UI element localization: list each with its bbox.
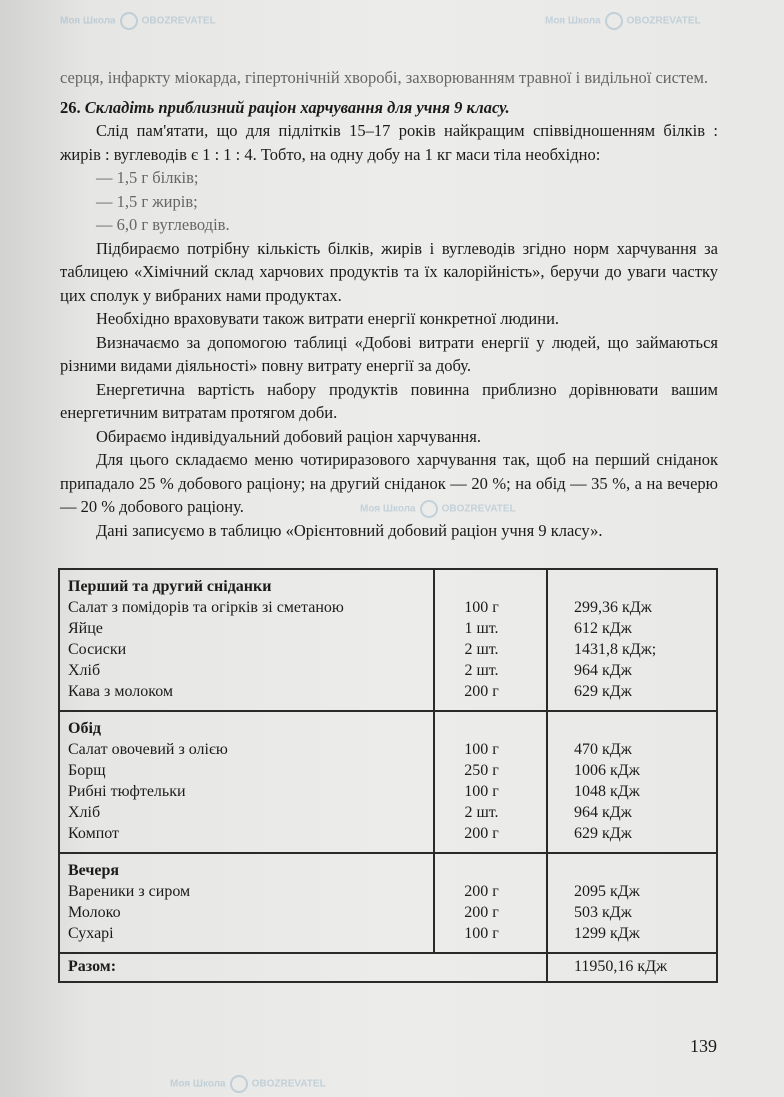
paragraph: Обираємо індивідуальний добовий раціон харчування. bbox=[96, 426, 481, 446]
item-name: Яйце bbox=[68, 620, 103, 637]
item-name: Рибні тюфтельки bbox=[68, 783, 186, 800]
item-cell bbox=[59, 853, 434, 953]
paragraph: Слід пам'ятати, що для підлітків 15–17 років найкращим співвідношенням білків : жирів : вуглеводів є 1 : 1 : 4. Тобто, на одну добу на 1 кг маси тіла необхідно: bbox=[60, 121, 718, 164]
watermark-logo-icon bbox=[120, 12, 138, 30]
item-quantity: 100 г bbox=[464, 783, 499, 800]
item-energy: 503 кДж bbox=[574, 904, 632, 921]
watermark: Моя Школа OBOZREVATEL bbox=[170, 1075, 326, 1093]
item-energy: 470 кДж bbox=[574, 741, 632, 758]
page-number: 139 bbox=[690, 1036, 717, 1056]
paragraph: Дані записуємо в таблицю «Орієнтовний добовий раціон учня 9 класу». bbox=[96, 520, 603, 540]
item-energy: 1299 кДж bbox=[574, 925, 640, 942]
item-name: Салат з помідорів та огірків зі сметаною bbox=[68, 599, 344, 616]
total-value-cell bbox=[547, 953, 717, 982]
energy-cell bbox=[547, 711, 717, 853]
paragraph: серця, інфаркту міокарда, гіпертонічній хворобі, захворюванням травної і видільної систем. bbox=[60, 68, 709, 87]
total-label-cell bbox=[59, 953, 547, 982]
watermark: Моя Школа OBOZREVATEL bbox=[545, 12, 701, 30]
item-quantity: 100 г bbox=[464, 599, 499, 616]
item-name: Борщ bbox=[68, 762, 106, 779]
diet-table bbox=[58, 568, 718, 983]
item-quantity: 100 г bbox=[464, 741, 499, 758]
item-name: Хліб bbox=[68, 662, 101, 679]
total-row bbox=[59, 953, 717, 982]
task-title: Складіть приблизний раціон харчування для учня 9 класу. bbox=[84, 97, 510, 117]
item-quantity: 200 г bbox=[464, 683, 499, 700]
item-energy: 1431,8 кДж; bbox=[574, 641, 657, 658]
item-energy: 964 кДж bbox=[574, 804, 632, 821]
item-name: Сосиски bbox=[68, 641, 127, 658]
energy-cell bbox=[547, 569, 717, 711]
item-quantity: 2 шт. bbox=[464, 641, 499, 658]
paragraph: Для цього складаємо меню чотириразового харчування так, щоб на перший сніданок припадало 25 % добового раціону; на другий сніданок — 20 %; на обід — 35 %, а на вечерю — 20 % добового раціону. bbox=[60, 450, 718, 516]
list-item: — 1,5 г жирів; bbox=[96, 191, 198, 211]
item-quantity: 2 шт. bbox=[464, 804, 499, 821]
item-energy: 299,36 кДж bbox=[574, 599, 652, 616]
total-value: 11950,16 кДж bbox=[574, 958, 668, 975]
item-quantity: 1 шт. bbox=[464, 620, 499, 637]
item-quantity: 2 шт. bbox=[464, 662, 499, 679]
item-cell bbox=[59, 569, 434, 711]
item-cell bbox=[59, 711, 434, 853]
item-quantity: 200 г bbox=[464, 904, 499, 921]
watermark: Моя Школа OBOZREVATEL bbox=[60, 12, 216, 30]
item-quantity: 100 г bbox=[464, 925, 499, 942]
item-energy: 629 кДж bbox=[574, 683, 632, 700]
table-section bbox=[59, 853, 717, 953]
paragraph: Підбираємо потрібну кількість білків, жирів і вуглеводів згідно норм харчування за таблицею «Хімічний склад харчових продуктів та їх калорійність», беручи до уваги частку цих сполук у вибраних нами продуктах. bbox=[60, 238, 718, 305]
body-text bbox=[60, 66, 718, 542]
item-name: Кава з молоком bbox=[68, 683, 174, 700]
energy-cell bbox=[547, 853, 717, 953]
section-title: Вечеря bbox=[68, 862, 120, 879]
item-energy: 1006 кДж bbox=[574, 762, 640, 779]
quantity-cell bbox=[434, 569, 547, 711]
task-heading bbox=[60, 96, 718, 120]
item-energy: 612 кДж bbox=[574, 620, 632, 637]
paragraph: Визначаємо за допомогою таблиці «Добові витрати енергії у людей, що займаються різними видами діяльності» повну витрату енергії за добу. bbox=[60, 332, 718, 375]
item-quantity: 250 г bbox=[464, 762, 499, 779]
item-energy: 2095 кДж bbox=[574, 883, 640, 900]
section-title: Перший та другий сніданки bbox=[68, 578, 272, 595]
item-energy: 629 кДж bbox=[574, 825, 632, 842]
item-name: Салат овочевий з олією bbox=[68, 741, 228, 758]
item-quantity: 200 г bbox=[464, 883, 499, 900]
task-number: 26. bbox=[60, 97, 81, 117]
paragraph: Енергетична вартість набору продуктів повинна приблизно дорівнювати вашим енергетичним витратам протягом доби. bbox=[60, 379, 718, 422]
quantity-cell bbox=[434, 711, 547, 853]
list-item: — 6,0 г вуглеводів. bbox=[96, 215, 230, 234]
item-name: Хліб bbox=[68, 804, 101, 821]
watermark-logo-icon bbox=[230, 1075, 248, 1093]
table-section bbox=[59, 711, 717, 853]
item-name: Компот bbox=[68, 825, 120, 842]
section-title: Обід bbox=[68, 720, 101, 737]
paragraph: Необхідно враховувати також витрати енергії конкретної людини. bbox=[96, 309, 560, 328]
item-name: Вареники з сиром bbox=[68, 883, 191, 900]
watermark-logo-icon bbox=[605, 12, 623, 30]
item-energy: 1048 кДж bbox=[574, 783, 640, 800]
item-name: Сухарі bbox=[68, 925, 114, 942]
item-name: Молоко bbox=[68, 904, 121, 921]
item-quantity: 200 г bbox=[464, 825, 499, 842]
list-item: — 1,5 г білків; bbox=[96, 168, 199, 187]
table-section bbox=[59, 569, 717, 711]
watermark: Моя Школа OBOZREVATEL bbox=[360, 500, 516, 518]
total-label: Разом: bbox=[68, 958, 117, 975]
quantity-cell bbox=[434, 853, 547, 953]
item-energy: 964 кДж bbox=[574, 662, 632, 679]
